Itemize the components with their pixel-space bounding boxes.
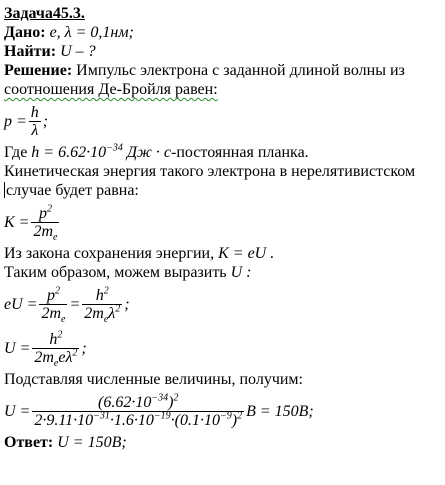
formula-u-den-sub: e — [53, 357, 59, 369]
formula-u-num — [32, 331, 79, 349]
conservation-line — [4, 244, 445, 263]
formula-numeric-den-exp3: −9 — [220, 410, 232, 422]
formula-eu-fraction-1 — [39, 285, 67, 325]
formula-u-den — [32, 347, 79, 369]
formula-u-lhs: U = — [4, 339, 31, 357]
formula-kinetic-fraction — [31, 203, 59, 243]
substitute-text: Подставляя численные величины, получим: — [4, 371, 303, 388]
given-label: Дано: — [4, 24, 46, 41]
formula-eu-den2-sub: e — [103, 313, 109, 325]
formula-momentum-num: h — [30, 103, 39, 121]
formula-numeric-rhs: B = 150B; — [246, 402, 314, 420]
kinetic-text-1: Кинетическая энергия такого электрона в нерелятивистском — [4, 163, 416, 180]
conservation-text: Из закона сохранения энергии, — [4, 245, 215, 262]
formula-eu-den1 — [39, 304, 67, 325]
formula-kinetic-num-base: p — [38, 204, 47, 222]
formula-eu-den1-sub: e — [61, 313, 66, 325]
formula-kinetic-num-sup: 2 — [46, 203, 52, 215]
planck-suffix: -постоянная планка. — [171, 144, 309, 161]
formula-numeric-num-sup: 2 — [173, 392, 179, 404]
formula-numeric — [4, 389, 445, 433]
formula-eu-den1-base: 2m — [41, 304, 62, 322]
formula-eu-num2 — [82, 287, 122, 305]
where-prefix: Где — [4, 144, 28, 161]
formula-eu-den2-base: 2m — [84, 304, 104, 322]
formula-numeric-lhs: U = — [4, 402, 31, 420]
formula-numeric-den-exp1: −31 — [93, 410, 110, 422]
formula-u-fraction — [32, 329, 79, 369]
formula-momentum-fraction — [29, 104, 41, 139]
find-value: U – ? — [60, 43, 96, 60]
formula-eu-num1 — [39, 287, 67, 305]
formula-eu-eq: = — [69, 295, 81, 313]
solution-label: Решение: — [4, 62, 73, 79]
formula-eu — [4, 282, 445, 326]
formula-eu-den2-tail-sup: 2 — [115, 303, 121, 315]
formula-numeric-den-tail: ·(0.1·10 — [170, 411, 220, 429]
express-text: Таким образом, можем выразить — [4, 264, 227, 281]
formula-numeric-den — [32, 412, 244, 429]
formula-numeric-den-base: 2·9.11·10 — [34, 411, 94, 429]
formula-u-den-base: 2m — [34, 348, 54, 366]
kinetic-text-1-line — [4, 162, 445, 181]
planck-base: h = 6.62·10 — [31, 144, 107, 161]
formula-kinetic-den — [31, 222, 59, 243]
formula-kinetic-den-base: 2m — [33, 222, 54, 240]
formula-kinetic-den-sub: e — [53, 231, 58, 243]
formula-numeric-num-close: ) — [168, 393, 174, 411]
given-value: е, λ = 0,1нм; — [49, 24, 134, 41]
find-label: Найти: — [4, 43, 57, 60]
problem-title: Задача45.3. — [4, 5, 85, 22]
kinetic-text-2-line — [4, 181, 445, 200]
formula-kinetic-lhs: K = — [4, 213, 30, 231]
text-cursor — [4, 182, 5, 198]
kinetic-text-2: случае будет равна: — [6, 182, 139, 199]
formula-numeric-fraction — [32, 394, 244, 429]
substitute-line — [4, 370, 445, 389]
answer-value: U = 150B; — [57, 434, 127, 451]
formula-numeric-num — [32, 394, 244, 412]
formula-numeric-num-exp: −34 — [151, 392, 169, 404]
formula-u-den-sup: 2 — [72, 347, 78, 359]
formula-eu-fraction-2 — [82, 285, 122, 325]
planck-unit: Дж · с — [126, 144, 172, 161]
given-line — [4, 23, 445, 42]
solution-text-2: соотношения Де-Бройля равен: — [4, 81, 218, 98]
formula-u — [4, 326, 445, 370]
formula-u-end: ; — [81, 339, 87, 357]
planck-exponent: −34 — [106, 142, 123, 154]
formula-momentum-den: λ — [31, 121, 39, 139]
answer-label: Ответ: — [4, 434, 54, 451]
formula-momentum-lhs: p = — [4, 112, 27, 130]
formula-eu-den2-tail: λ — [108, 304, 116, 322]
answer-line — [4, 433, 445, 452]
formula-u-den-mid: eλ — [58, 348, 73, 366]
formula-momentum — [4, 99, 445, 143]
express-var: U : — [230, 264, 252, 281]
planck-line — [4, 143, 445, 162]
solution-text-2-line — [4, 80, 445, 99]
formula-kinetic — [4, 200, 445, 244]
planck-expression — [31, 144, 123, 161]
formula-eu-num2-base: h — [95, 286, 104, 304]
express-line — [4, 263, 445, 282]
formula-numeric-den-close: ) — [231, 411, 238, 429]
formula-eu-num2-sup: 2 — [103, 285, 109, 297]
formula-numeric-den-sup: 2 — [237, 410, 243, 422]
formula-eu-lhs: eU = — [4, 295, 38, 313]
formula-kinetic-num — [31, 205, 59, 223]
formula-numeric-num-base: (6.62·10 — [98, 393, 152, 411]
conservation-expr: K = eU . — [218, 245, 275, 262]
find-line — [4, 42, 445, 61]
formula-numeric-den-mid: ·1.6·10 — [109, 411, 154, 429]
formula-numeric-den-exp2: −19 — [153, 410, 171, 422]
formula-eu-den2 — [82, 303, 122, 325]
formula-momentum-end: ; — [42, 112, 49, 130]
formula-eu-end: ; — [124, 295, 130, 313]
formula-u-num-sup: 2 — [57, 329, 63, 341]
formula-eu-num1-base: p — [46, 286, 55, 304]
solution-line — [4, 61, 445, 80]
formula-eu-num1-sup: 2 — [54, 285, 60, 297]
formula-u-num-base: h — [49, 330, 58, 348]
solution-text-1: Импульс электрона с заданной длиной волны из — [76, 62, 405, 79]
